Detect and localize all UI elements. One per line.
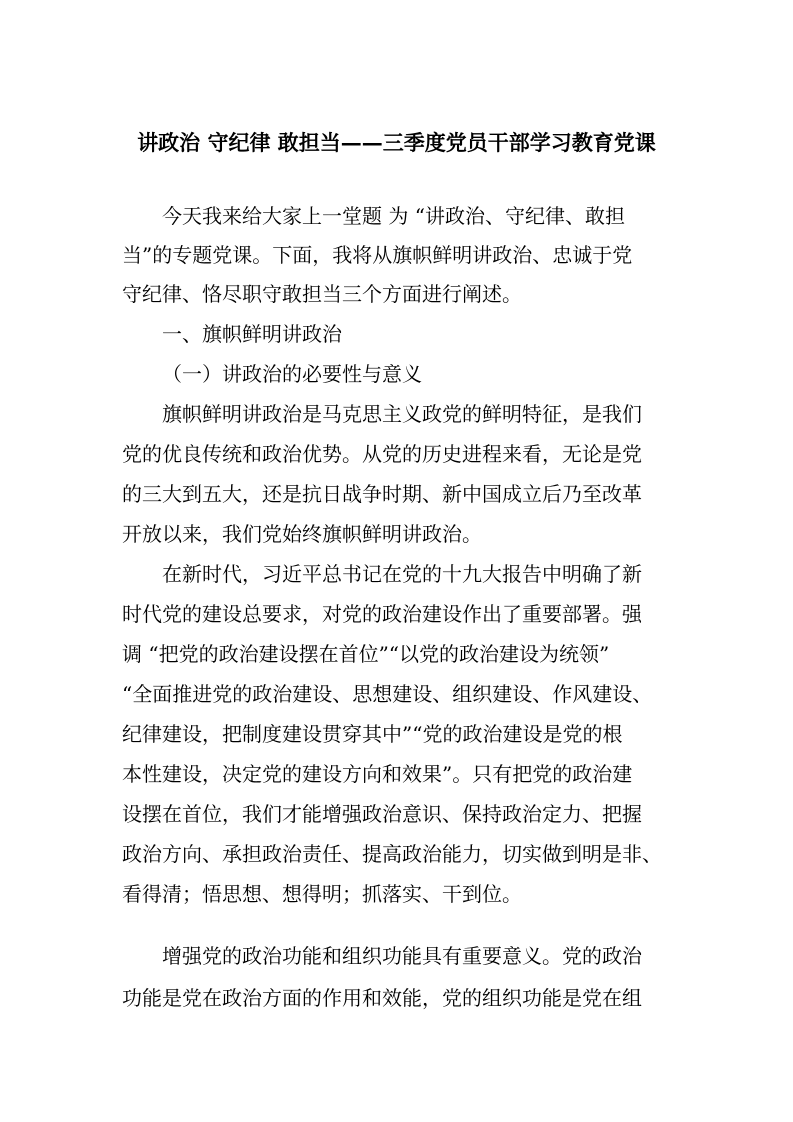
paragraph-line: 政治方向、承担政治责任、提高政治能力，切实做到明是非、 — [122, 842, 662, 866]
paragraph-line: 看得清；悟思想、想得明；抓落实、干到位。 — [122, 882, 522, 906]
paragraph-line: 时代党的建设总要求，对党的政治建设作出了重要部署。强 — [122, 602, 642, 626]
section-heading: 一、旗帜鲜明讲政治 — [162, 322, 342, 346]
paragraph-line: 设摆在首位，我们才能增强政治意识、保持政治定力、把握 — [122, 802, 642, 826]
document-title: 讲政治 守纪律 敢担当——三季度党员干部学习教育党课 — [137, 130, 656, 155]
paragraph-line: 开放以来，我们党始终旗帜鲜明讲政治。 — [122, 522, 482, 546]
paragraph-line: 旗帜鲜明讲政治是马克思主义政党的鲜明特征，是我们 — [162, 402, 642, 426]
paragraph-line: 调 “把党的政治建设摆在首位”“以党的政治建设为统领” — [122, 642, 610, 666]
paragraph-line: 党的优良传统和政治优势。从党的历史进程来看，无论是党 — [122, 442, 642, 466]
paragraph-line: 今天我来给大家上一堂题 为 “讲政治、守纪律、敢担 — [162, 204, 625, 228]
paragraph-line: 纪律建设，把制度建设贯穿其中”“党的政治建设是党的根 — [122, 722, 623, 746]
paragraph-line: 守纪律、恪尽职守敢担当三个方面进行阐述。 — [122, 282, 522, 306]
paragraph-line: 功能是党在政治方面的作用和效能，党的组织功能是党在组 — [122, 986, 642, 1010]
subsection-heading: （一）讲政治的必要性与意义 — [162, 362, 422, 386]
paragraph-line: 在新时代，习近平总书记在党的十九大报告中明确了新 — [162, 562, 642, 586]
paragraph-line: 当”的专题党课。下面，我将从旗帜鲜明讲政治、忠诚于党 — [122, 243, 633, 267]
paragraph-line: 本性建设，决定党的建设方向和效果”。只有把党的政治建 — [122, 762, 633, 786]
paragraph-line: 的三大到五大，还是抗日战争时期、新中国成立后乃至改革 — [122, 482, 642, 506]
paragraph-line: 增强党的政治功能和组织功能具有重要意义。党的政治 — [162, 944, 642, 968]
paragraph-line: “全面推进党的政治建设、思想建设、组织建设、作风建设、 — [122, 682, 653, 706]
